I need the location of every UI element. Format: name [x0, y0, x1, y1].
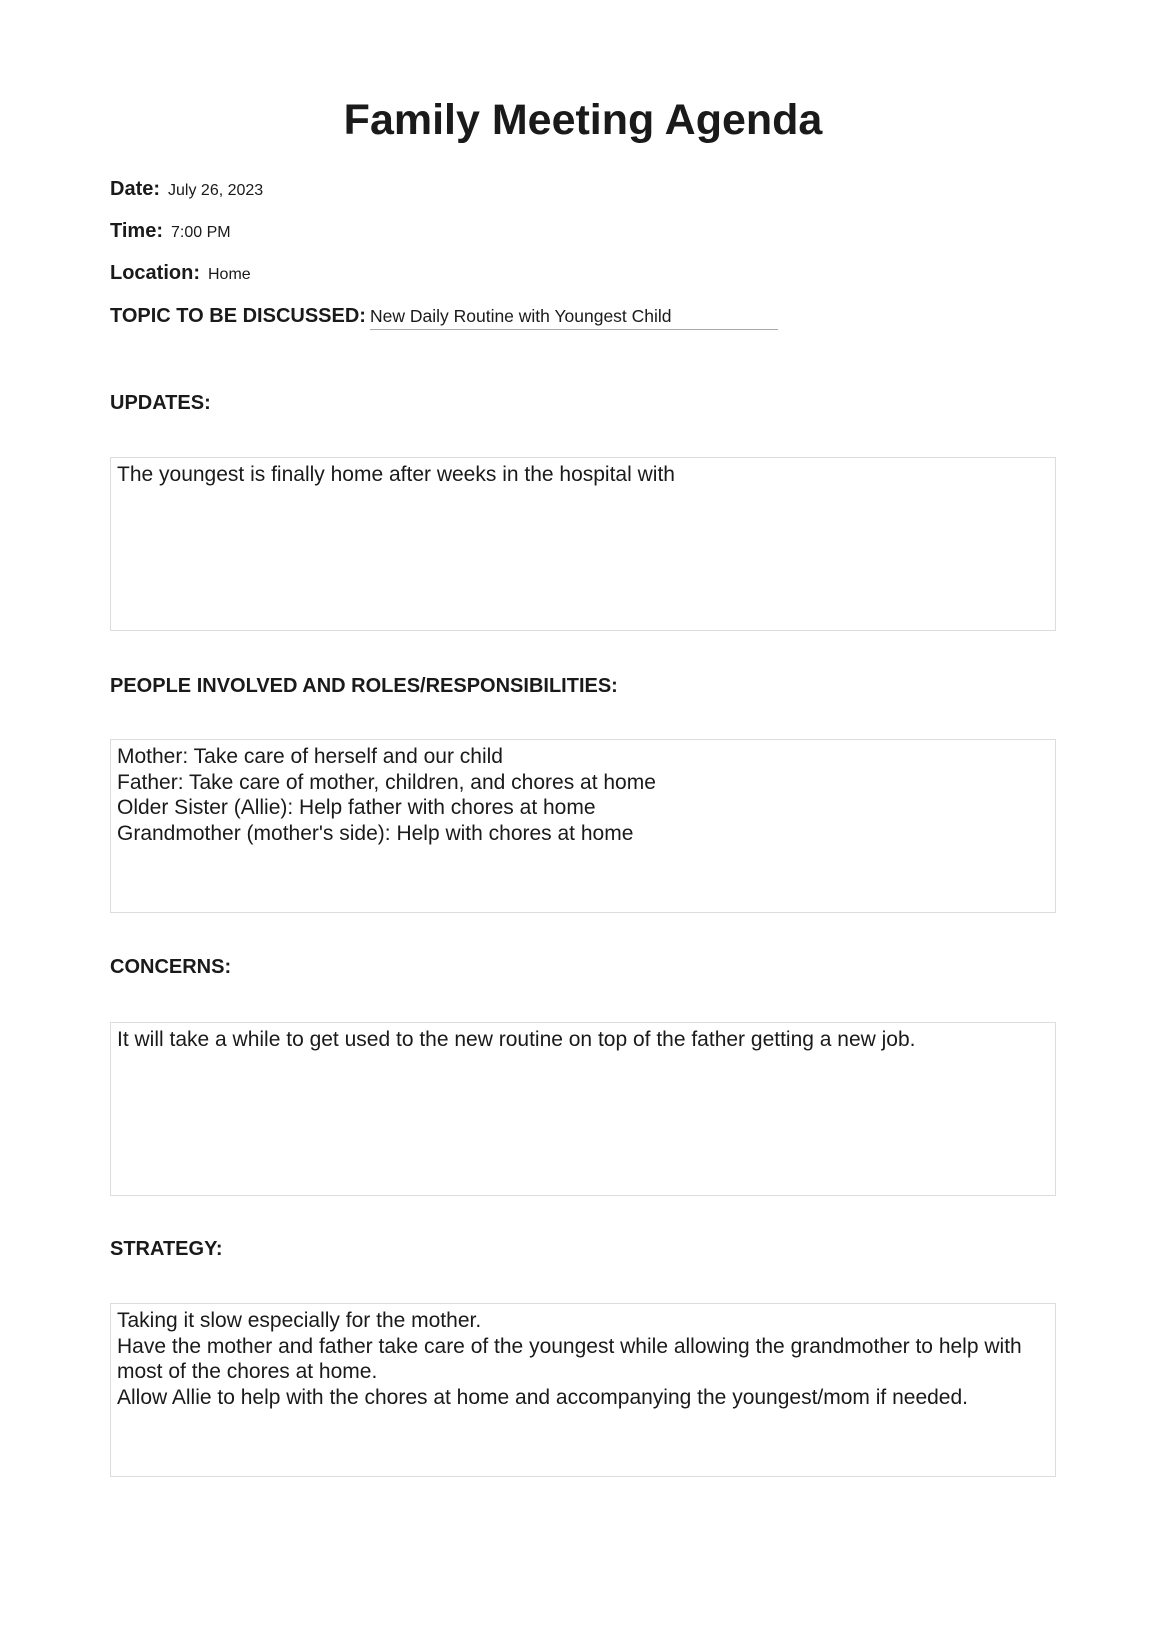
updates-line: The youngest is finally home after weeks in the hospital with [117, 463, 675, 486]
strategy-line: Have the mother and father take care of the youngest while allowing the grandmother to help with most of the chores at home. [117, 1334, 1022, 1383]
location-label: Location: [110, 262, 200, 284]
strategy-line: Allow Allie to help with the chores at home and accompanying the youngest/mom if needed. [117, 1385, 969, 1409]
topic-field [110, 305, 778, 330]
time-label: Time: [110, 220, 163, 242]
people-line: Older Sister (Allie): Help father with chores at home [117, 796, 596, 819]
location-value[interactable]: Home [208, 266, 251, 283]
concerns-heading: CONCERNS: [110, 956, 232, 978]
strategy-box[interactable] [110, 1303, 1056, 1477]
time-value[interactable]: 7:00 PM [170, 224, 231, 241]
updates-heading: UPDATES: [110, 392, 211, 414]
concerns-line: It will take a while to get used to the new routine on top of the father getting a new job. [117, 1028, 916, 1051]
date-field [110, 178, 263, 201]
time-field [110, 220, 231, 243]
topic-value[interactable]: New Daily Routine with Youngest Child [370, 306, 778, 330]
people-box[interactable] [110, 739, 1056, 913]
strategy-heading: STRATEGY: [110, 1238, 223, 1260]
location-field [110, 262, 251, 285]
people-line: Mother: Take care of herself and our child [117, 745, 503, 768]
updates-box[interactable] [110, 457, 1056, 631]
date-value[interactable]: July 26, 2023 [168, 182, 264, 199]
page-title: Family Meeting Agenda [343, 96, 823, 144]
people-line: Grandmother (mother's side): Help with chores at home [117, 821, 634, 845]
people-line: Father: Take care of mother, children, and chores at home [117, 770, 656, 794]
date-label: Date: [110, 178, 161, 200]
topic-label: TOPIC TO BE DISCUSSED: [110, 305, 366, 327]
concerns-box[interactable] [110, 1022, 1056, 1196]
strategy-line: Taking it slow especially for the mother. [117, 1309, 482, 1332]
people-heading: PEOPLE INVOLVED AND ROLES/RESPONSIBILITIES: [110, 675, 618, 697]
